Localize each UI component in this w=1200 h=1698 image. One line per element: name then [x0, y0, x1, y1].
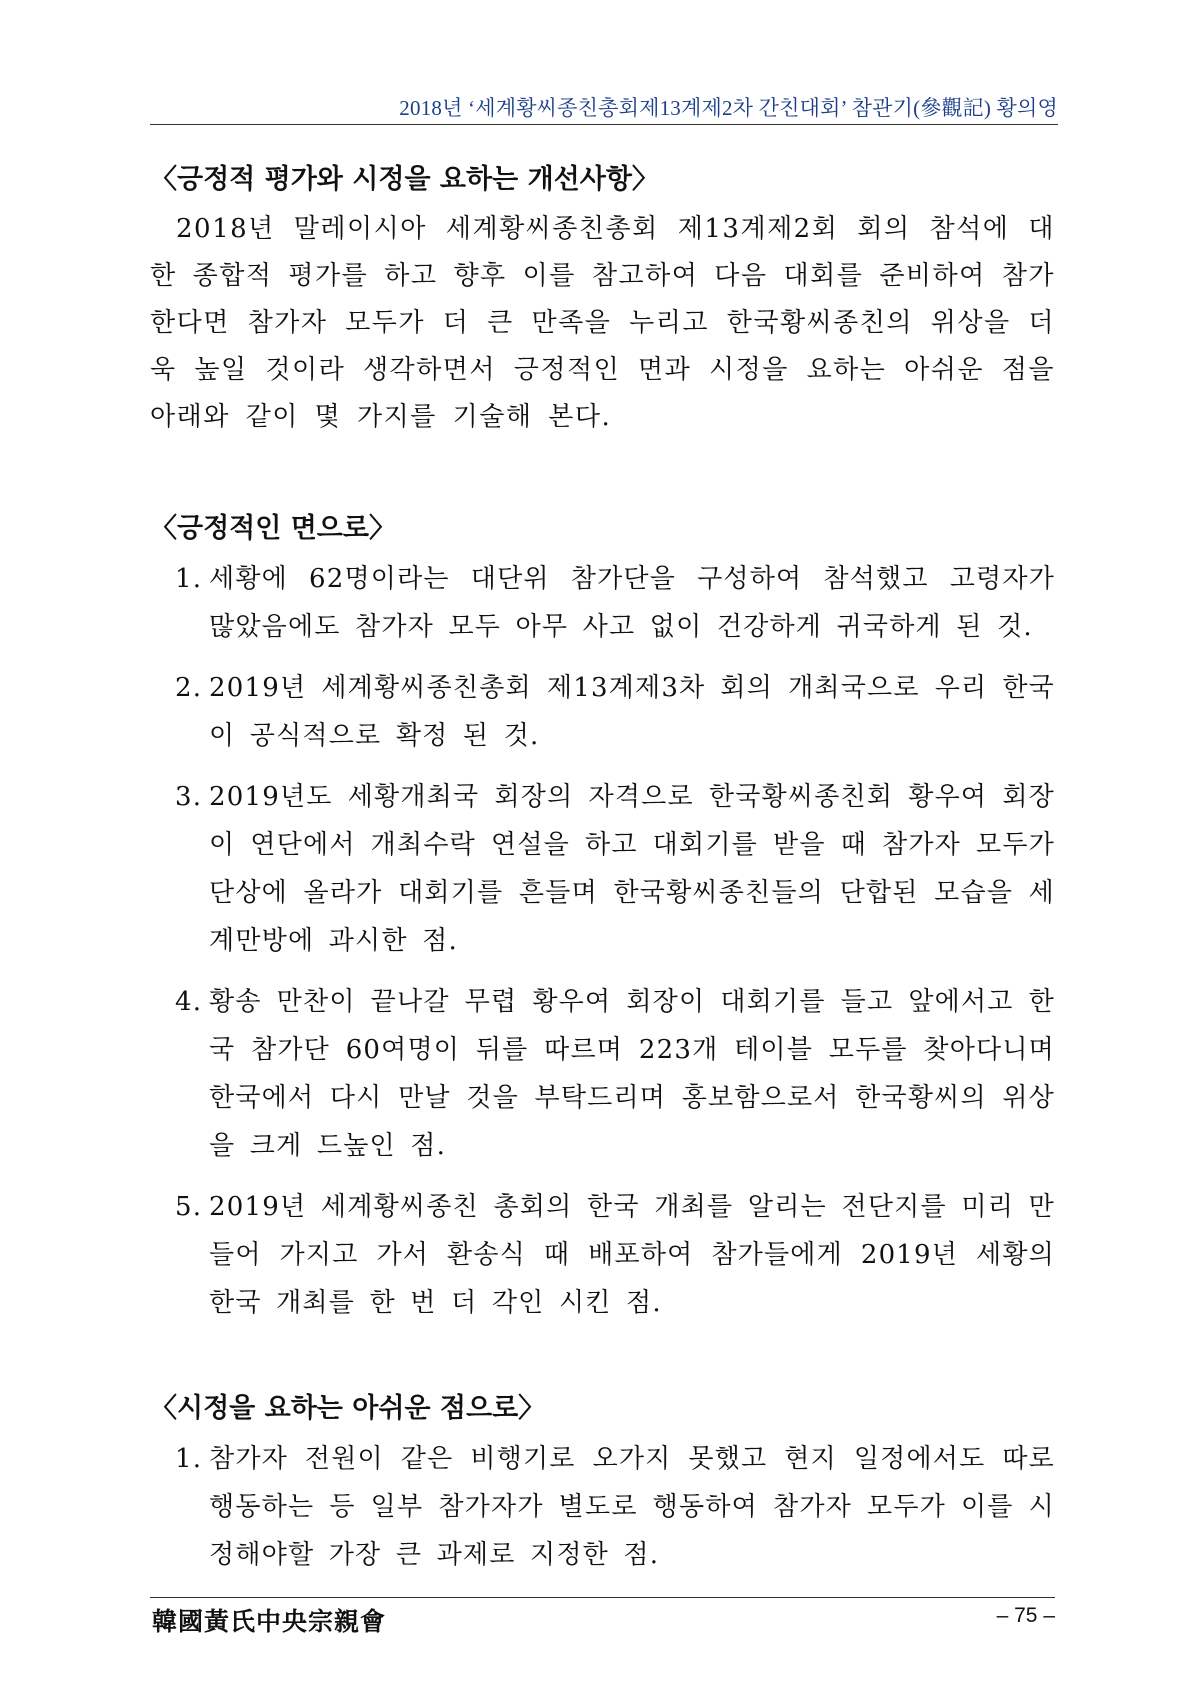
item-text: 황송 만찬이 끝나갈 무렵 황우여 회장이 대회기를 들고 앞에서고 한국 참가단 60여명이 뒤를 따르며 223개 테이블 모두를 찾아다니며 한국에서 다시 만날 것을 부탁드리며 홍보함으로서 한국황씨의 위상을 크게 드높인 점. [209, 987, 1055, 1161]
improvement-list [150, 1435, 1055, 1579]
header-divider [150, 124, 1058, 125]
item-number: 1. [175, 1444, 203, 1474]
item-number: 4. [175, 987, 203, 1017]
item-text: 2019년도 세황개최국 회장의 자격으로 한국황씨종친회 황우여 회장이 연단에서 개최수락 연설을 하고 대회기를 받을 때 참가자 모두가 단상에 올라가 대회기를 흔들며 한국황씨종친들의 단합된 모습을 세계만방에 과시한 점. [209, 782, 1055, 956]
item-number: 3. [175, 782, 203, 812]
item-text: 세황에 62명이라는 대단위 참가단을 구성하여 참석했고 고령자가 많았음에도 참가자 모두 아무 사고 없이 건강하게 귀국하게 된 것. [209, 564, 1055, 642]
list-item [175, 978, 1055, 1170]
intro-paragraph: 2018년 말레이시아 세계황씨종친총회 제13계제2회 회의 참석에 대한 종합적 평가를 하고 향후 이를 참고하여 다음 대회를 준비하여 참가 한다면 참가자 모두가 더 큰 만족을 누리고 한국황씨종친의 위상을 더욱 높일 것이라 생각하면서 긍정적인 면과 시정을 요하는 아쉬운 점을 아래와 같이 몇 가지를 기술해 본다. [150, 214, 1055, 432]
item-text: 2019년 세계황씨종친 총회의 한국 개최를 알리는 전단지를 미리 만들어 가지고 가서 환송식 때 배포하여 참가들에게 2019년 세황의 한국 개최를 한 번 더 각인 시킨 점. [209, 1192, 1055, 1318]
section-title-improvement: 〈시정을 요하는 아쉬운 점으로〉 [150, 1393, 546, 1424]
page-content [150, 160, 1055, 1592]
running-header: 2018년 ‘세계황씨종친총회제13계제2차 간친대회’ 참관기(參觀記) 황의영 [399, 96, 1058, 120]
list-item [175, 1183, 1055, 1327]
section-title-positive: 〈긍정적인 면으로〉 [150, 513, 396, 544]
positive-list [150, 555, 1055, 1327]
page-number: – 75 – [996, 1604, 1055, 1627]
organization-logo-text: 韓國黃氏中央宗親會 [152, 1607, 387, 1636]
list-item [175, 664, 1055, 760]
list-item [175, 1435, 1055, 1579]
item-number: 2. [175, 673, 203, 703]
footer-divider [150, 1597, 1055, 1598]
item-text: 2019년 세계황씨종친총회 제13계제3차 회의 개최국으로 우리 한국이 공식적으로 확정 된 것. [209, 673, 1055, 751]
list-item [175, 773, 1055, 965]
section-title-evaluation: 〈긍정적 평가와 시정을 요하는 개선사항〉 [150, 164, 659, 195]
item-number: 1. [175, 564, 203, 594]
item-number: 5. [175, 1192, 203, 1222]
list-item [175, 555, 1055, 651]
item-text: 참가자 전원이 같은 비행기로 오가지 못했고 현지 일정에서도 따로 행동하는 등 일부 참가자가 별도로 행동하여 참가자 모두가 이를 시정해야할 가장 큰 과제로 지정한 점. [209, 1444, 1055, 1570]
